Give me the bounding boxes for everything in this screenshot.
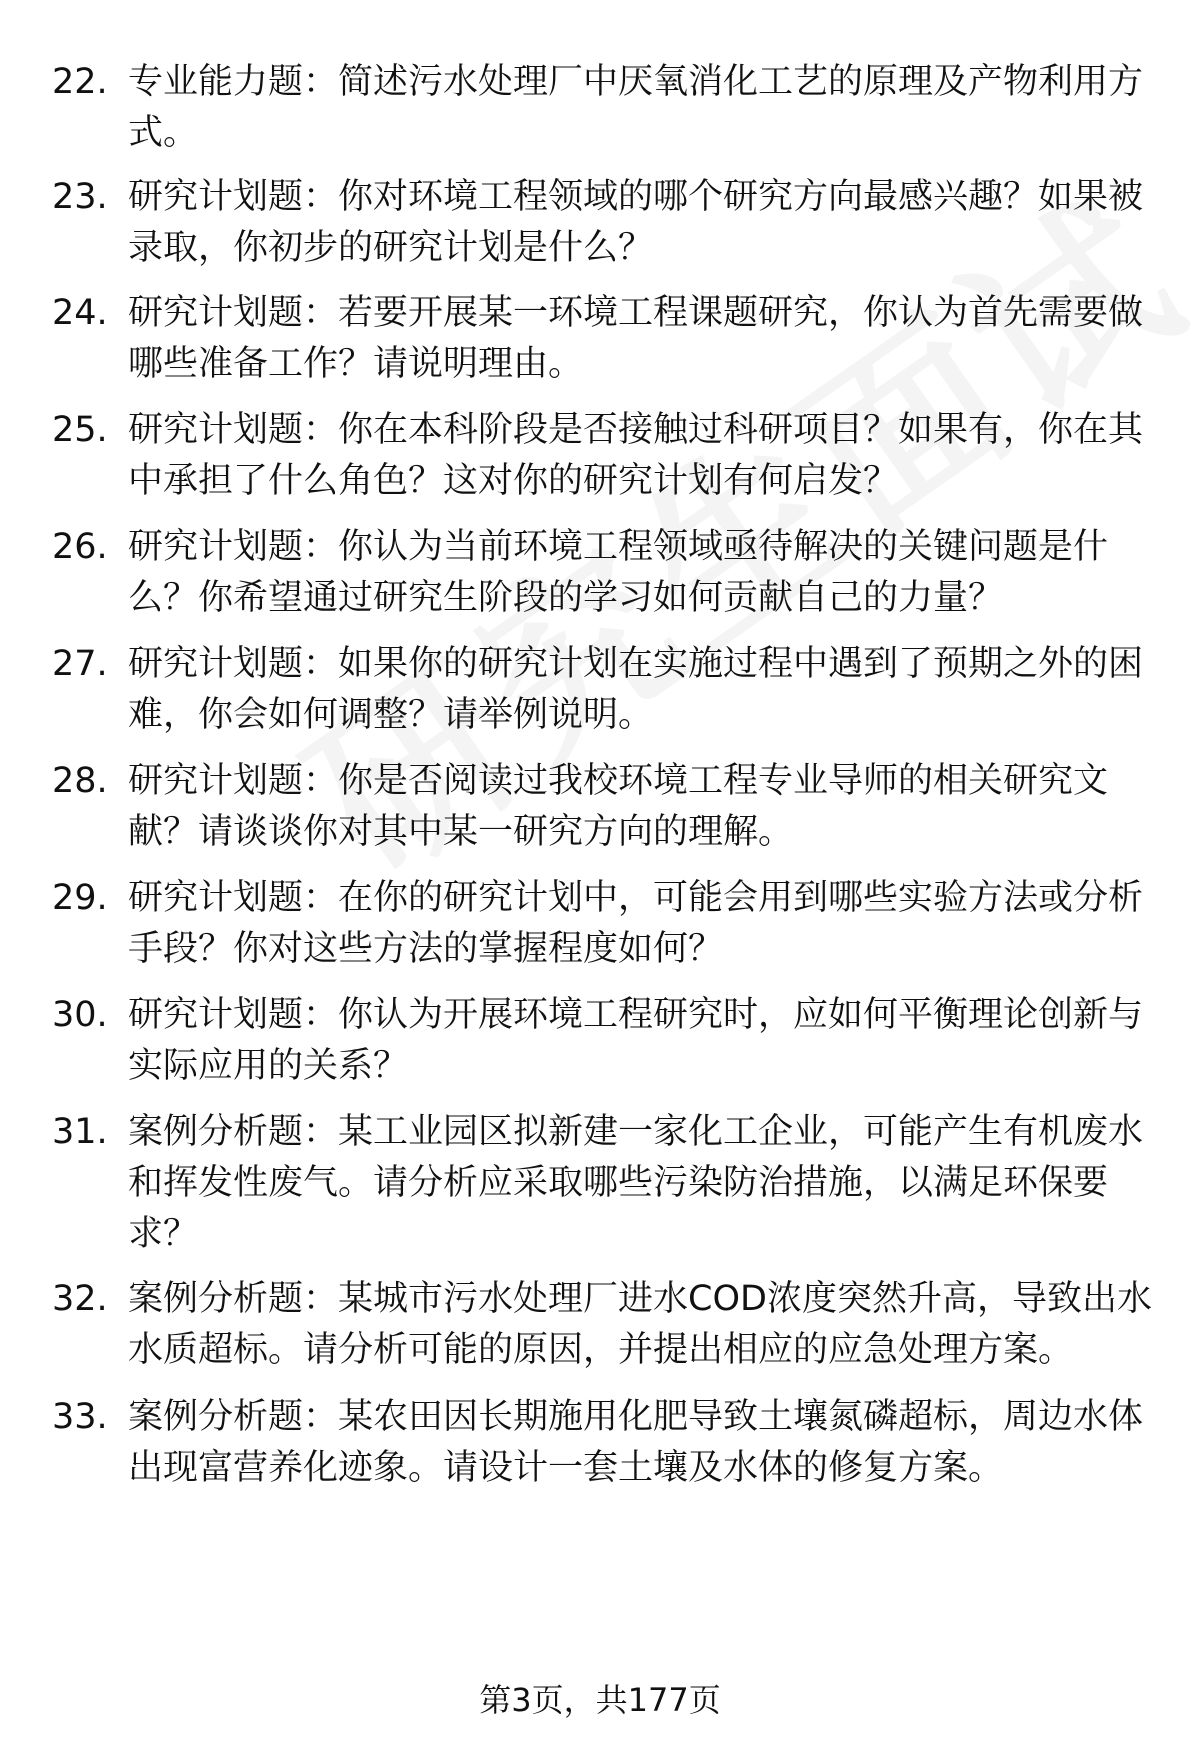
question-item (52, 1392, 1162, 1494)
question-text: 研究计划题：你是否阅读过我校环境工程专业导师的相关研究文献？请谈谈你对其中某一研究方向的理解。 (128, 761, 1109, 852)
question-item (52, 57, 1162, 159)
question-number: 24. (52, 293, 108, 333)
question-number: 23. (52, 177, 108, 217)
question-item (52, 990, 1162, 1092)
question-text: 研究计划题：若要开展某一环境工程课题研究，你认为首先需要做哪些准备工作？请说明理由。 (128, 293, 1144, 384)
question-number: 30. (52, 995, 108, 1035)
question-number: 27. (52, 644, 108, 684)
question-item (52, 1107, 1162, 1260)
question-number: 29. (52, 878, 108, 918)
question-number: 25. (52, 410, 108, 450)
question-text: 研究计划题：你在本科阶段是否接触过科研项目？如果有，你在其中承担了什么角色？这对你的研究计划有何启发？ (128, 410, 1144, 501)
question-number: 22. (52, 62, 108, 102)
question-item (52, 288, 1162, 390)
page-footer: 第3页，共177页 (479, 1681, 721, 1719)
question-item (52, 172, 1162, 274)
question-text: 研究计划题：你对环境工程领域的哪个研究方向最感兴趣？如果被录取，你初步的研究计划是什么？ (128, 177, 1144, 268)
question-text: 研究计划题：在你的研究计划中，可能会用到哪些实验方法或分析手段？你对这些方法的掌握程度如何？ (128, 878, 1144, 969)
question-number: 33. (52, 1397, 108, 1437)
question-item (52, 756, 1162, 858)
question-item (52, 522, 1162, 624)
question-item (52, 1274, 1162, 1376)
question-text: 案例分析题：某城市污水处理厂进水COD浓度突然升高，导致出水水质超标。请分析可能的原因，并提出相应的应急处理方案。 (128, 1279, 1152, 1370)
question-text: 案例分析题：某农田因长期施用化肥导致土壤氮磷超标，周边水体出现富营养化迹象。请设计一套土壤及水体的修复方案。 (128, 1397, 1144, 1488)
question-number: 32. (52, 1279, 108, 1319)
question-item (52, 873, 1162, 975)
question-text: 研究计划题：你认为开展环境工程研究时，应如何平衡理论创新与实际应用的关系？ (128, 995, 1144, 1086)
question-text: 研究计划题：你认为当前环境工程领域亟待解决的关键问题是什么？你希望通过研究生阶段的学习如何贡献自己的力量？ (128, 527, 1109, 618)
question-text: 研究计划题：如果你的研究计划在实施过程中遇到了预期之外的困难，你会如何调整？请举例说明。 (128, 644, 1144, 735)
question-text: 专业能力题：简述污水处理厂中厌氧消化工艺的原理及产物利用方式。 (128, 62, 1144, 153)
question-text: 案例分析题：某工业园区拟新建一家化工企业，可能产生有机废水和挥发性废气。请分析应采取哪些污染防治措施，以满足环保要求？ (128, 1112, 1144, 1254)
question-number: 31. (52, 1112, 108, 1152)
question-number: 28. (52, 761, 108, 801)
question-item (52, 639, 1162, 741)
question-item (52, 405, 1162, 507)
question-number: 26. (52, 527, 108, 567)
